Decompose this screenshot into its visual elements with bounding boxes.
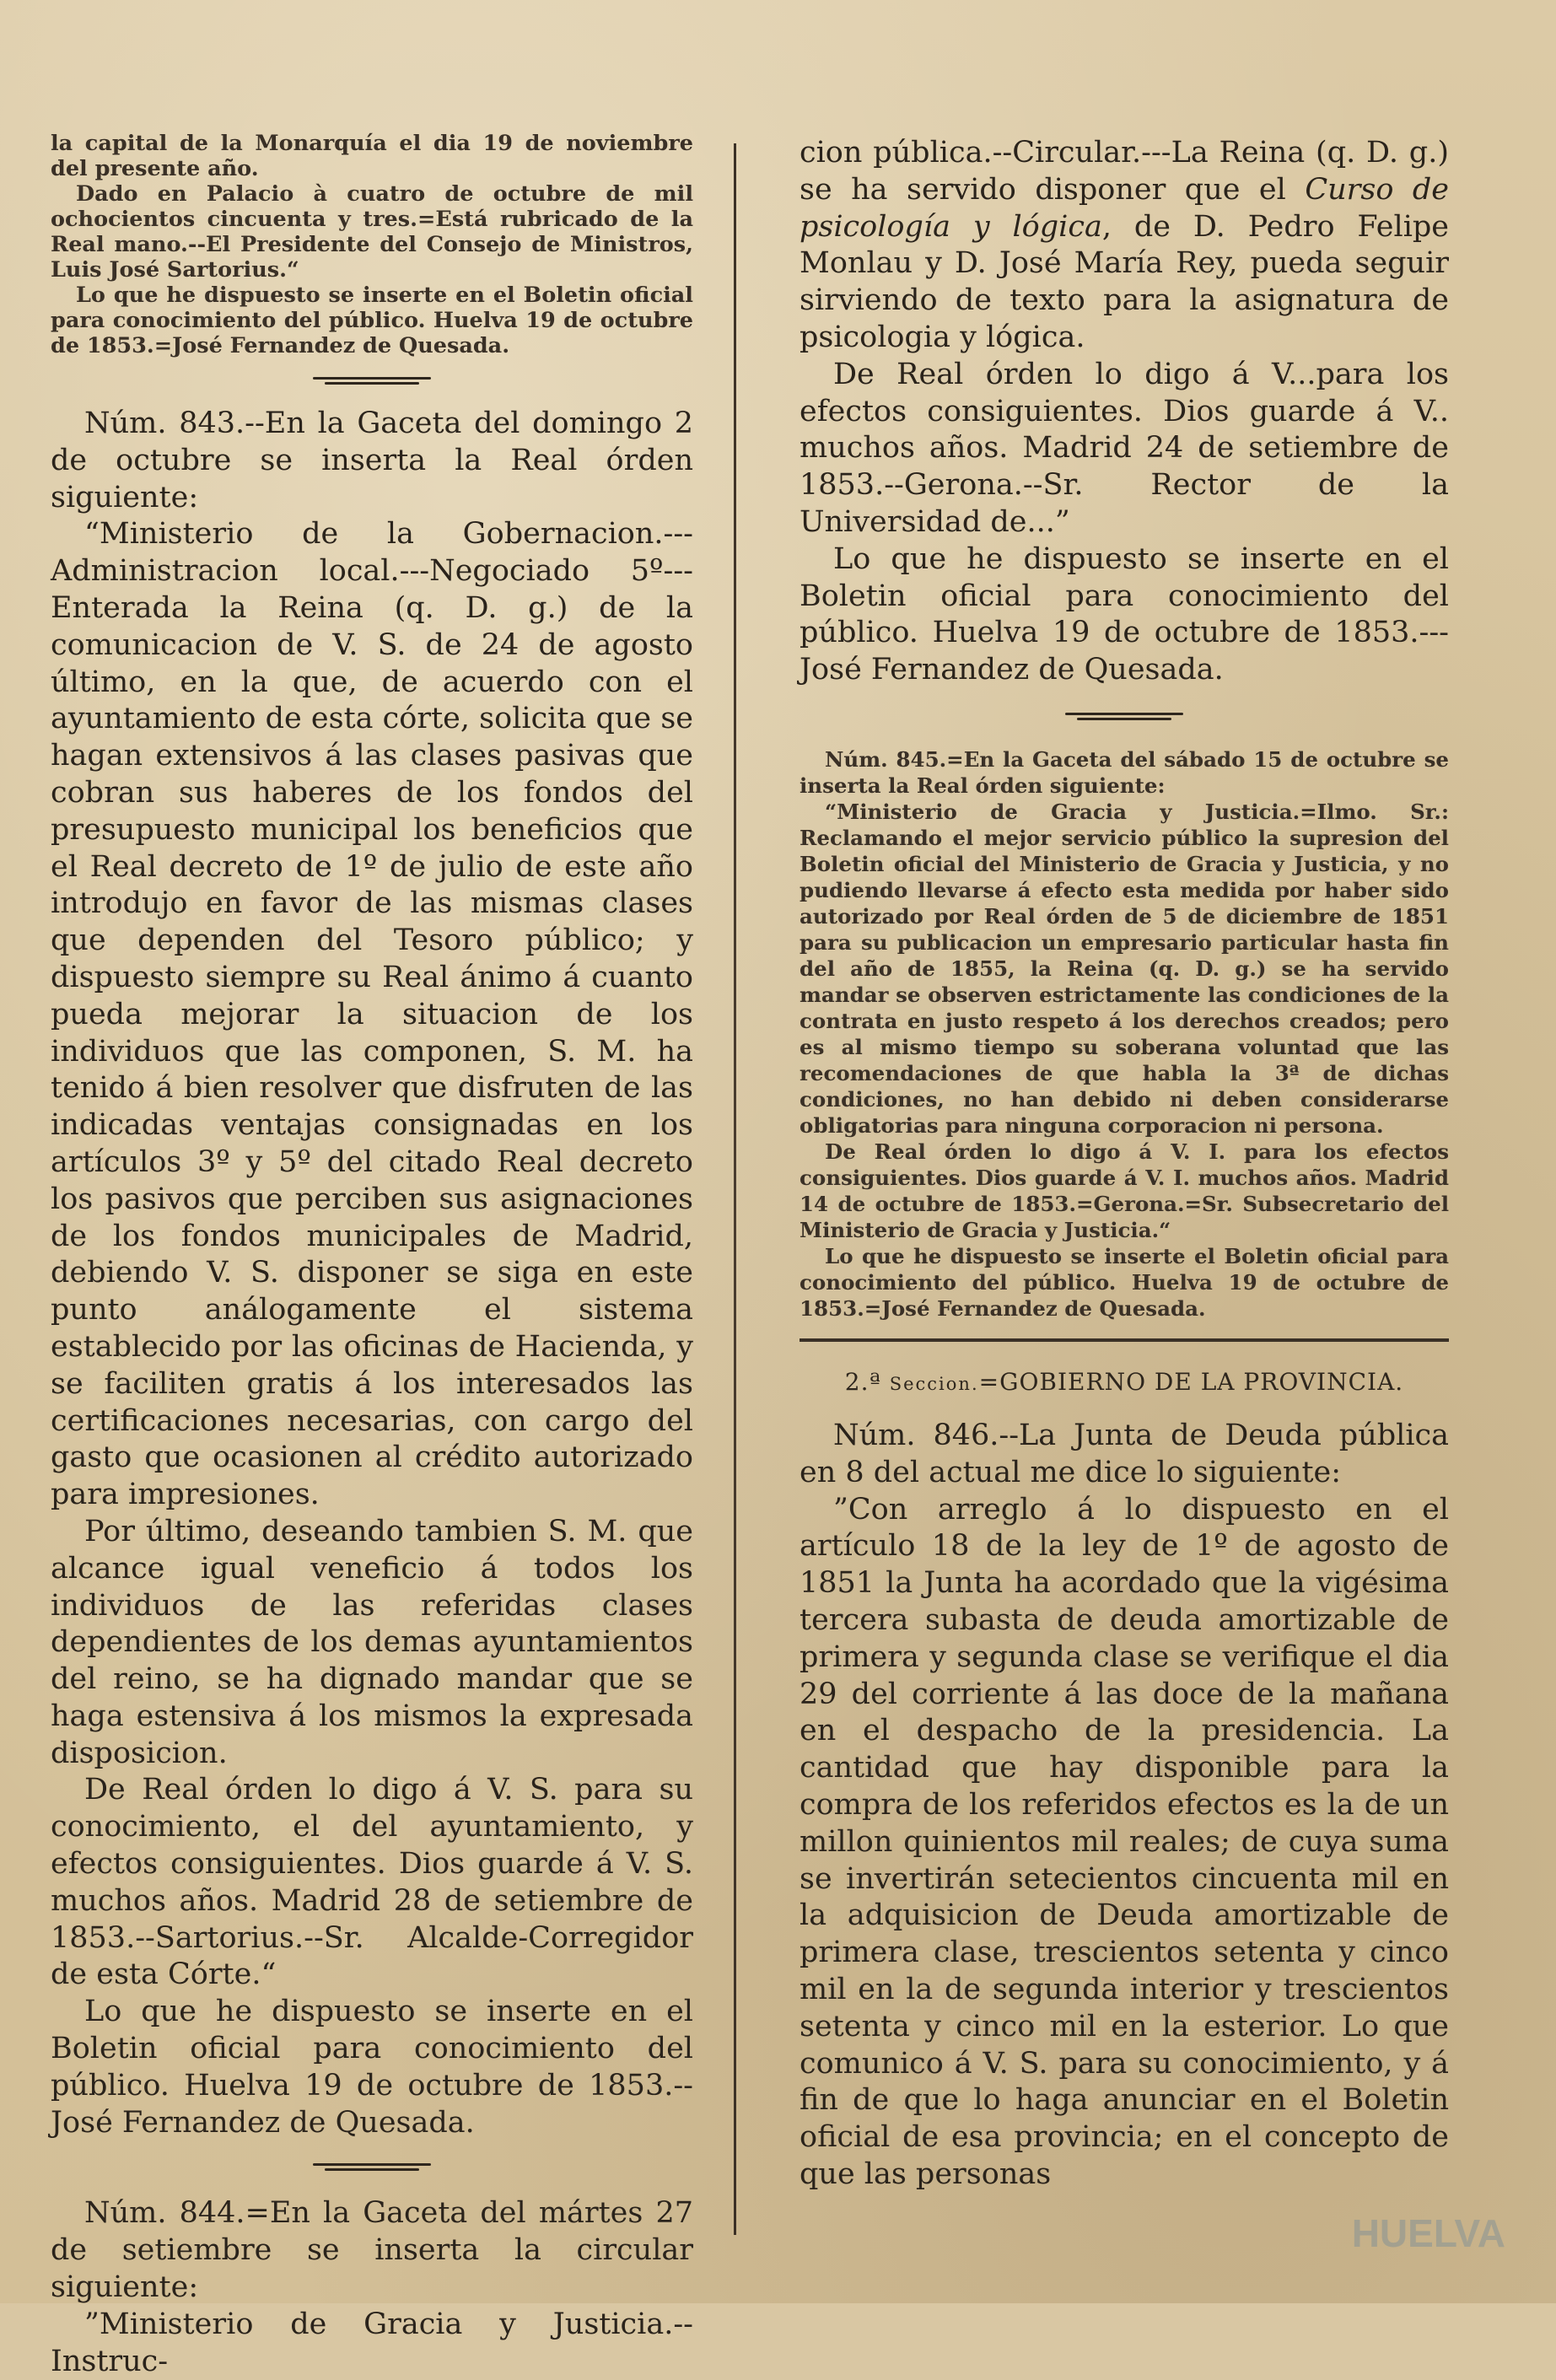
article-844: [51, 2195, 693, 2380]
top-notice: [51, 131, 693, 358]
notice-paragraph: la capital de la Monarquía el dia 19 de noviembre del presente año.: [51, 131, 693, 181]
section-word: Seccion.: [889, 1373, 979, 1394]
article-heading: Núm. 844.=En la Gaceta del mártes 27 de setiembre se inserta la circular siguiente:: [51, 2196, 693, 2305]
left-column: [51, 131, 693, 2380]
article-paragraph: De Real órden lo digo á V...para los efectos consiguientes. Dios guarde á V.. muchos años. Madrid 24 de setiembre de 1853.--Gerona.--Sr. Rector de la Universidad de...”: [800, 357, 1449, 539]
book-title: Curso de psicología y lógica: [800, 172, 1449, 244]
section-rule: [313, 2158, 431, 2178]
section-heading: [800, 1367, 1449, 1399]
article-844-continued: [800, 135, 1449, 689]
section-title: =GOBIERNO DE LA PROVINCIA.: [978, 1367, 1404, 1396]
text-run: cion pública.--Circular.---La Reina (q. D. g.) se ha servido disponer que el: [800, 136, 1449, 207]
article-846: [800, 1418, 1449, 2194]
archive-watermark: HUELVA: [1351, 2211, 1505, 2255]
article-paragraph: “Ministerio de Gracia y Justicia.=Ilmo. Sr.: Reclamando el mejor servicio público la supresion del Boletin oficial del Ministerio de Gracia y Justicia, y no pudiendo llevarse á efecto esta medida por haber sido autorizado por Real órden de 5 de diciembre de 1851 para su publicacion un empresario particular hasta fin del año de 1855, la Reina (q. D. g.) se ha servido mandar se observen estrictamente las condiciones de la contrata en justo respeto á los derechos creados; pero es al mismo tiempo su soberana voluntad que las recomendaciones de que habla la 3ª de dichas condiciones, no han debido ni deben considerarse obligatorias para ninguna corporacion ni persona.: [800, 799, 1449, 1138]
text-run: , de D. Pedro Felipe Monlau y D. José María Rey, pueda seguir sirviendo de texto para la asignatura de psicologia y lógica.: [800, 209, 1449, 354]
article-845: [800, 746, 1449, 1322]
article-paragraph: Lo que he dispuesto se inserte en el Boletin oficial para conocimiento del público. Huelva 19 de octubre de 1853.---José Fernandez de Quesada.: [800, 541, 1449, 687]
section-long-rule: [800, 1338, 1449, 1342]
notice-paragraph: Dado en Palacio à cuatro de octubre de mil ochocientos cincuenta y tres.=Está rubricado de la Real mano.--El Presidente del Consejo de Ministros, Luis José Sartorius.“: [51, 181, 693, 283]
article-heading: Núm. 845.=En la Gaceta del sábado 15 de octubre se inserta la Real órden siguiente:: [800, 746, 1449, 798]
article-paragraph: Lo que he dispuesto se inserte el Boletin oficial para conocimiento del público. Huelva 19 de octubre de 1853.=José Fernandez de Quesada.: [800, 1243, 1449, 1321]
section-rule: [313, 372, 431, 392]
article-heading: Núm. 843.--En la Gaceta del domingo 2 de octubre se inserta la Real órden siguiente:: [51, 407, 693, 514]
article-paragraph: “Ministerio de la Gobernacion.---Administracion local.---Negociado 5º---Enterada la Reina (q. D. g.) de la comunicacion de V. S. de 24 de agosto último, en la que, de acuerdo con el ayuntamiento de esta córte, solicita que se hagan extensivos á las clases pasivas que cobran sus haberes de los fondos del presupuesto municipal los beneficios que el Real decreto de 1º de julio de este año introdujo en favor de las mismas clases que dependen del Tesoro público; y dispuesto siempre su Real ánimo á cuanto pueda mejorar la situacion de los individuos que las componen, S. M. ha tenido á bien resolver que disfruten de las indicadas ventajas consignadas en los artículos 3º y 5º del citado Real decreto los pasivos que perciben sus asignaciones de los fondos municipales de Madrid, debiendo V. S. disponer se siga en este punto análogamente el sistema establecido por las oficinas de Hacienda, y se faciliten gratis á los interesados las certificaciones necesarias, con cargo del gasto que ocasionen al crédito autorizado para impresiones.: [51, 517, 693, 1512]
notice-paragraph: Lo que he dispuesto se inserte en el Boletin oficial para conocimiento del público. Huelva 19 de octubre de 1853.=José Fernandez de Quesada.: [51, 283, 693, 358]
article-paragraph: [800, 135, 1449, 357]
right-column: [800, 135, 1449, 2194]
article-paragraph: ”Con arreglo á lo dispuesto en el artículo 18 de la ley de 1º de agosto de 1851 la Junta ha acordado que la vigésima tercera subasta de deuda amortizable de primera y segunda clase se verifique el dia 29 del corriente á las doce de la mañana en el despacho de la presidencia. La cantidad que hay disponible para la compra de los referidos efectos es la de un millon quinientos mil reales; de cuya suma se invertirán setecientos cincuenta mil en la adquisicion de Deuda amortizable de primera clase, trescientos setenta y cinco mil en la de segunda interior y trescientos setenta y cinco mil en la esterior. Lo que comunico á V. S. para su conocimiento, y á fin de que lo haga anunciar en el Boletin oficial de esa provincia; en el concepto de que las personas: [800, 1492, 1449, 2191]
article-heading: Núm. 846.--La Junta de Deuda pública en 8 del actual me dice lo siguiente:: [800, 1418, 1449, 1489]
article-paragraph: Lo que he dispuesto se inserte en el Boletin oficial para conocimiento del público. Huelva 19 de octubre de 1853.--José Fernandez de Quesada.: [51, 1995, 693, 2140]
article-paragraph: ”Ministerio de Gracia y Justicia.--Instruc-: [51, 2307, 693, 2378]
article-paragraph: De Real órden lo digo á V. S. para su conocimiento, el del ayuntamiento, y efectos consiguientes. Dios guarde á V. S. muchos años. Madrid 28 de setiembre de 1853.--Sartorius.--Sr. Alcalde-Corregidor de esta Córte.“: [51, 1773, 693, 1992]
section-number: 2.ª: [844, 1367, 890, 1396]
bleed-through-header: [34, 40, 1518, 108]
section-rule: [1065, 708, 1183, 728]
article-843: [51, 406, 693, 2141]
article-paragraph: Por último, deseando tambien S. M. que alcance igual veneficio á todos los individuos de las referidas clases dependientes de los demas ayuntamientos del reino, se ha dignado mandar que se haga estensiva á los mismos la expresada disposicion.: [51, 1514, 693, 1770]
article-paragraph: De Real órden lo digo á V. I. para los efectos consiguientes. Dios guarde á V. I. muchos años. Madrid 14 de octubre de 1853.=Gerona.=Sr. Subsecretario del Ministerio de Gracia y Justicia.“: [800, 1139, 1449, 1242]
column-divider: [734, 143, 736, 2235]
